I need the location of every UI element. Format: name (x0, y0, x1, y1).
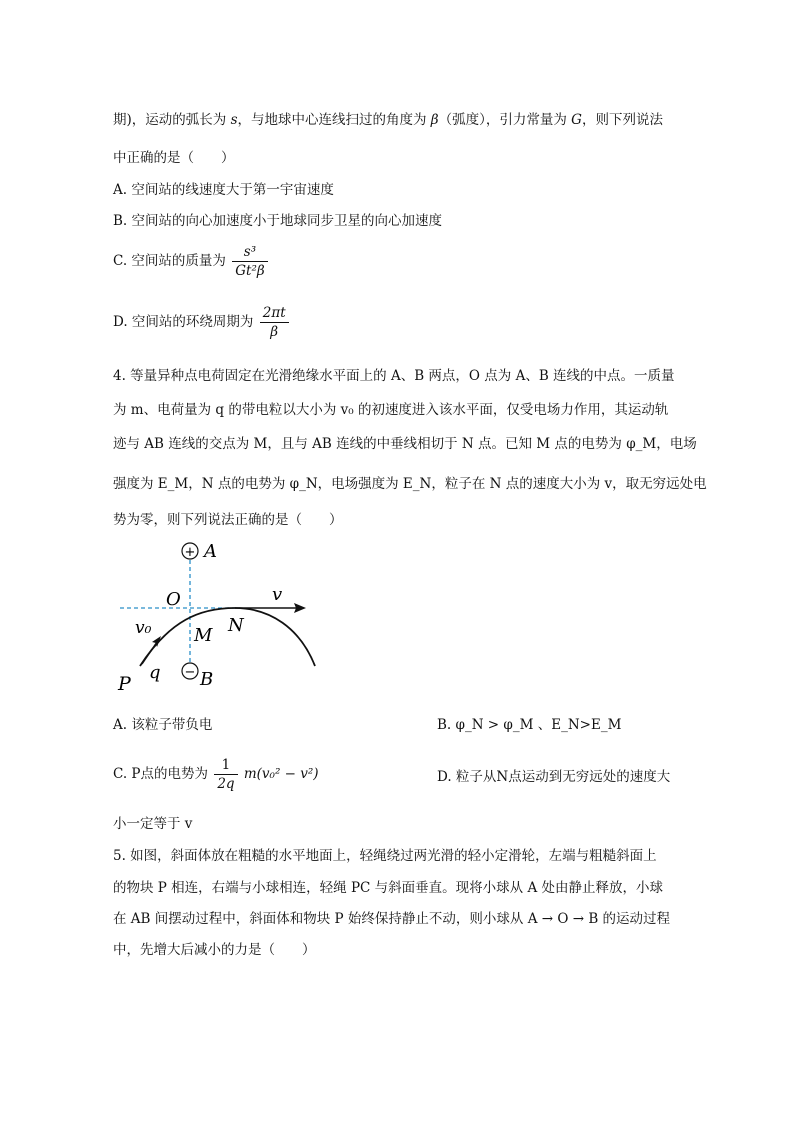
q5-stem-line1: 5. 如图，斜面体放在粗糙的水平地面上，轻绳绕过两光滑的轻小定滑轮，左端与粗糙斜面上 (113, 848, 657, 864)
fraction-numerator: s³ (232, 243, 267, 262)
fraction-denominator: β (270, 324, 279, 340)
q4-option-d-continued: 小一定等于 v (113, 816, 193, 832)
fraction (260, 304, 289, 341)
q3-text: ，则下列说法 (581, 112, 663, 128)
q3-text: 期)，运动的弧长为 (113, 112, 231, 128)
q3-stem-line2: 中正确的是（ ） (113, 150, 235, 166)
label-q: q (149, 662, 161, 683)
fraction (232, 243, 267, 280)
label-A: A (204, 541, 217, 562)
q4-option-c (113, 756, 319, 793)
q3-option-b: B. 空间站的向心加速度小于地球同步卫星的向心加速度 (113, 213, 443, 229)
label-O: O (166, 589, 181, 610)
q4-option-a: A. 该粒子带负电 (113, 717, 213, 733)
label-N: N (228, 615, 244, 636)
fraction (214, 756, 237, 793)
option-label: C. P点的电势为 (113, 766, 209, 782)
option-label: D. 空间站的环绕周期为 (113, 314, 254, 330)
q4-stem-line5: 势为零，则下列说法正确的是（ ） (113, 512, 343, 528)
q5-stem-line3: 在 AB 间摆动过程中，斜面体和物块 P 始终保持静止不动，则小球从 A → O → B 的运动过程 (113, 911, 671, 927)
velocity-arrow-v0 (142, 642, 157, 664)
fraction-denominator: 2q (217, 776, 235, 792)
charge-trajectory-diagram (110, 538, 330, 698)
q4-option-b: B. φ_N > φ_M 、E_N>E_M (437, 717, 622, 733)
label-v: v (272, 584, 283, 605)
var-s: s (230, 112, 238, 128)
label-P: P (118, 673, 131, 695)
label-M: M (194, 625, 213, 646)
q3-stem-line1 (113, 108, 663, 128)
q5-stem-line4: 中，先增大后减小的力是（ ） (113, 942, 316, 958)
q3-option-c (113, 243, 270, 280)
expression: m(v₀² − v²) (243, 766, 319, 782)
q4-stem-line1: 4. 等量异种点电荷固定在光滑绝缘水平面上的 A、B 两点，O 点为 A、B 连线的中点。一质量 (113, 368, 675, 384)
q3-text: ，与地球中心连线扫过的角度为 (237, 112, 431, 128)
q4-stem-line2: 为 m、电荷量为 q 的带电粒以大小为 v₀ 的初速度进入该水平面，仅受电场力作用，其运动轨 (113, 402, 669, 418)
q4-stem-line3: 迹与 AB 连线的交点为 M，且与 AB 连线的中垂线相切于 N 点。已知 M 点的电势为 φ_M，电场 (113, 436, 697, 452)
q3-text: （弧度），引力常量为 (438, 112, 572, 128)
minus-sign: − (184, 665, 196, 680)
q5-stem-line2: 的物块 P 相连，右端与小球相连，轻绳 PC 与斜面垂直。现将小球从 A 处由静止释放，小球 (113, 880, 663, 896)
var-beta: β (430, 112, 439, 128)
label-B: B (200, 669, 214, 690)
q3-option-d (113, 304, 291, 341)
plus-sign: + (184, 545, 196, 560)
fraction-denominator: Gt²β (235, 263, 265, 279)
fraction-numerator: 1 (214, 756, 237, 775)
q4-stem-line4: 强度为 E_M，N 点的电势为 φ_N，电场强度为 E_N，粒子在 N 点的速度大小为 v，取无穷远处电 (113, 476, 707, 492)
q4-option-d: D. 粒子从N点运动到无穷远处的速度大 (437, 769, 671, 785)
var-G: G (571, 112, 582, 128)
fraction-numerator: 2πt (260, 304, 289, 323)
label-v0: v₀ (135, 618, 152, 638)
q3-option-a: A. 空间站的线速度大于第一宇宙速度 (113, 182, 334, 198)
option-label: C. 空间站的质量为 (113, 253, 226, 269)
